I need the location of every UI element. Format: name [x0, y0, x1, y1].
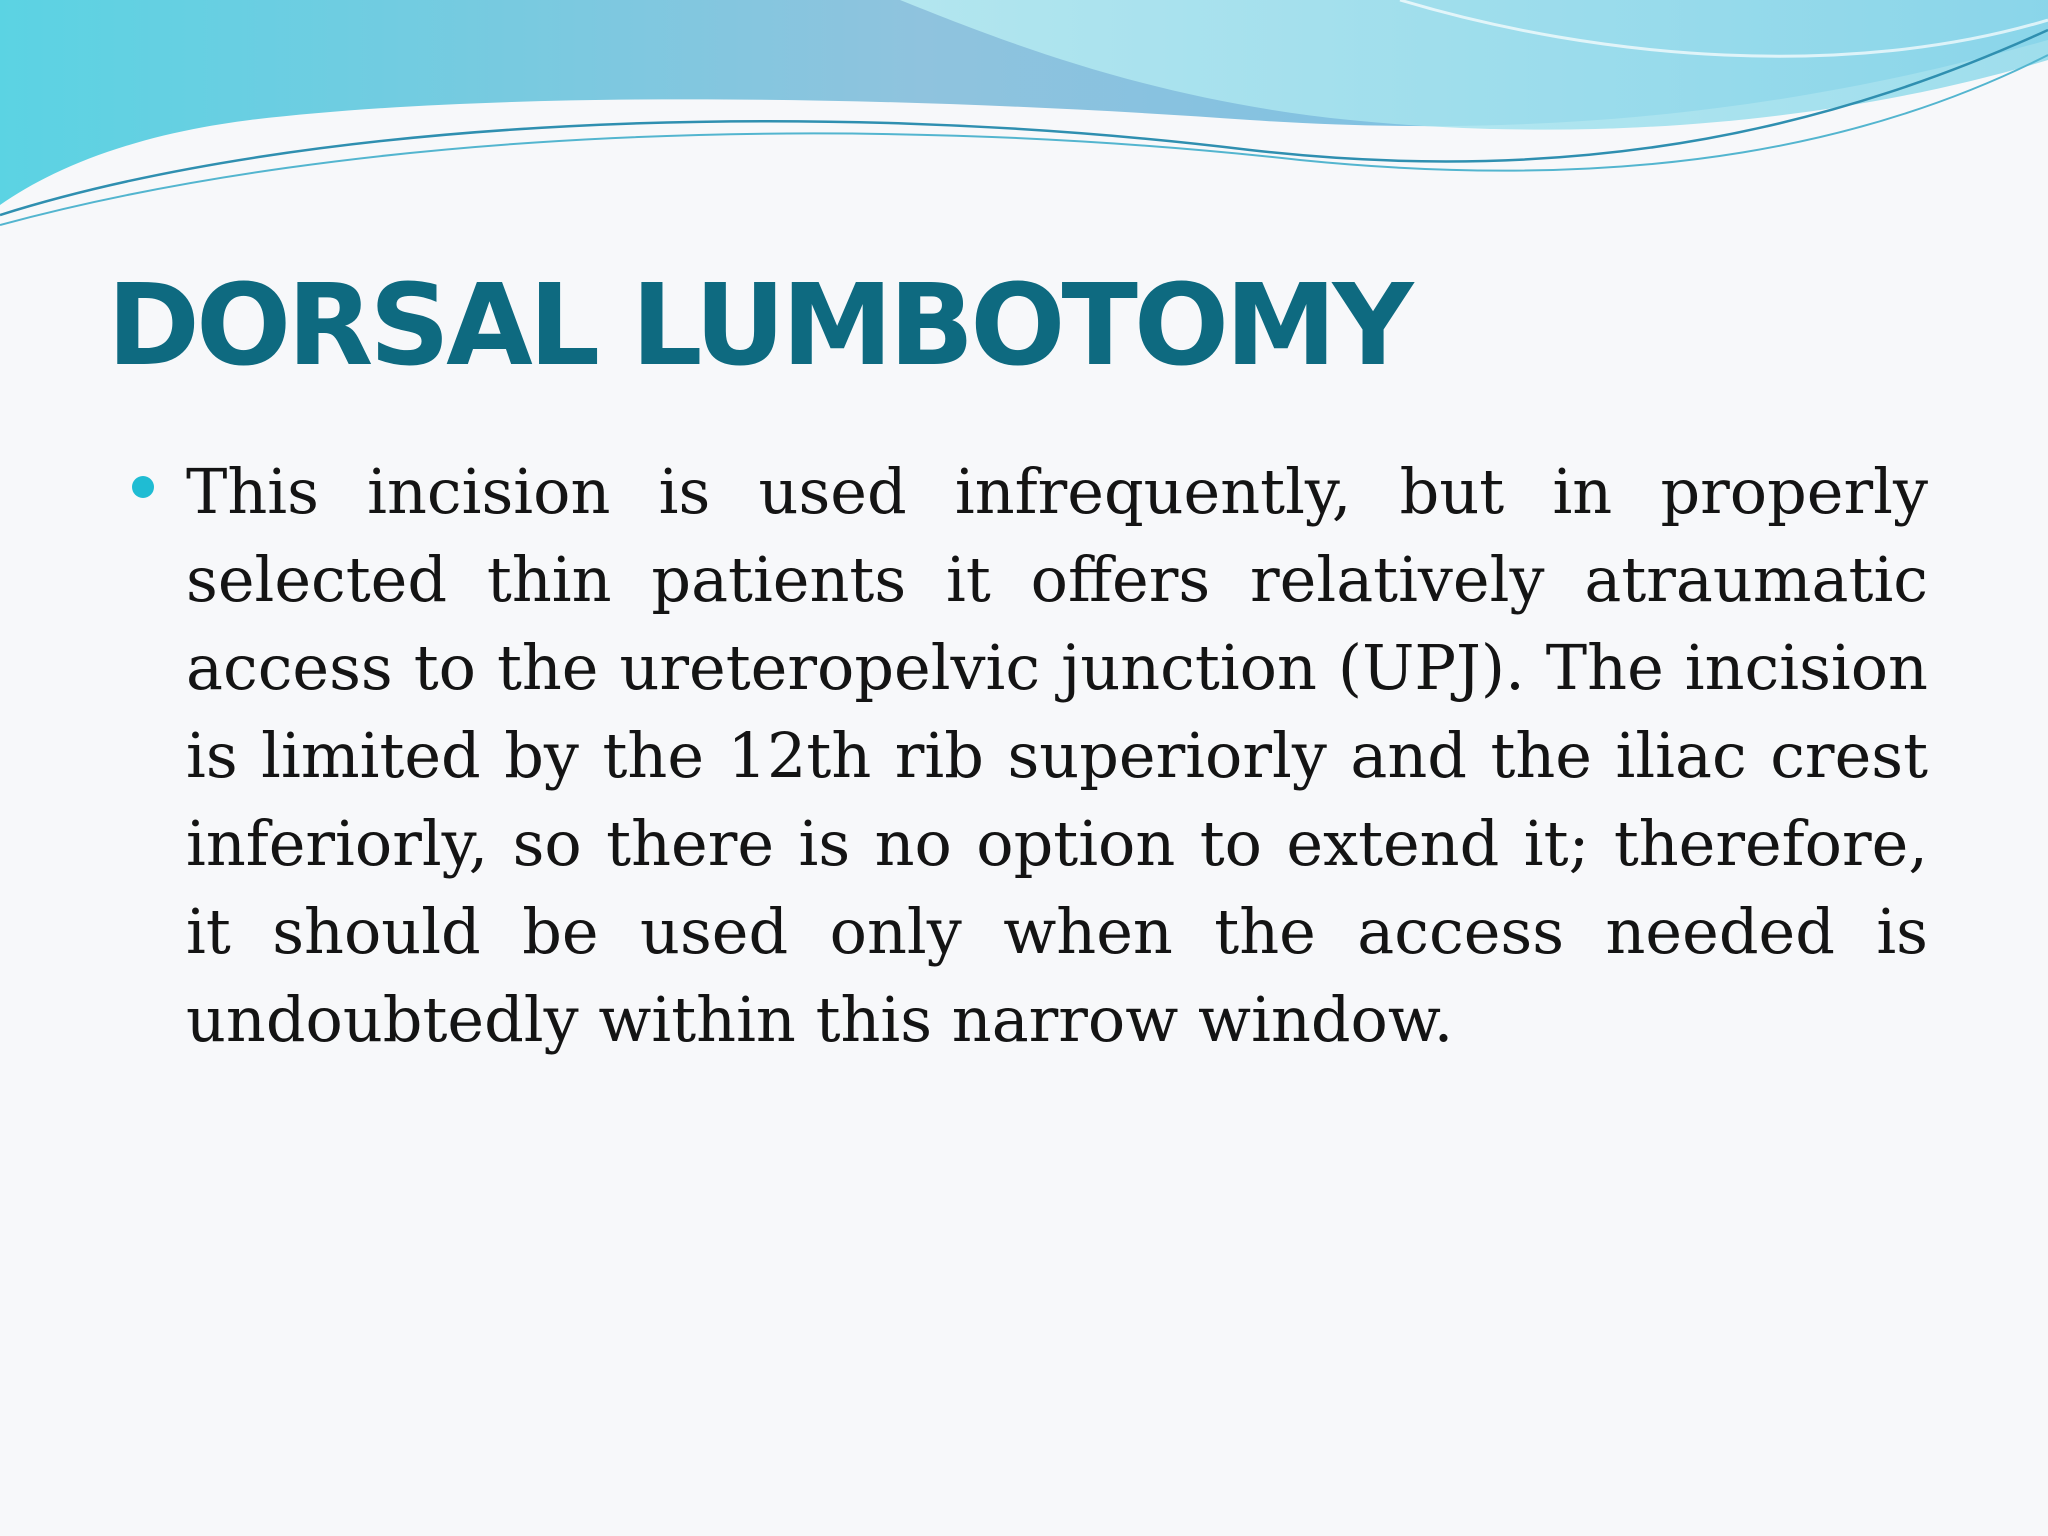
list-item	[128, 448, 1928, 1064]
header-wave-decoration	[0, 0, 2048, 240]
bullet-list	[128, 448, 1928, 1064]
bullet-dot-icon	[132, 476, 154, 498]
slide-title: DORSAL LUMBOTOMY	[107, 261, 1410, 391]
bullet-text: This incision is used infrequently, but in properly selected thin patients it offers relatively atraumatic access to the ureteropelvic junction (UPJ). The incision is limited by the 12th rib superiorly and the iliac crest inferiorly, so there is no option to extend it; therefore, it should be used only when the access needed is undoubtedly within this narrow window.	[186, 455, 1928, 1056]
